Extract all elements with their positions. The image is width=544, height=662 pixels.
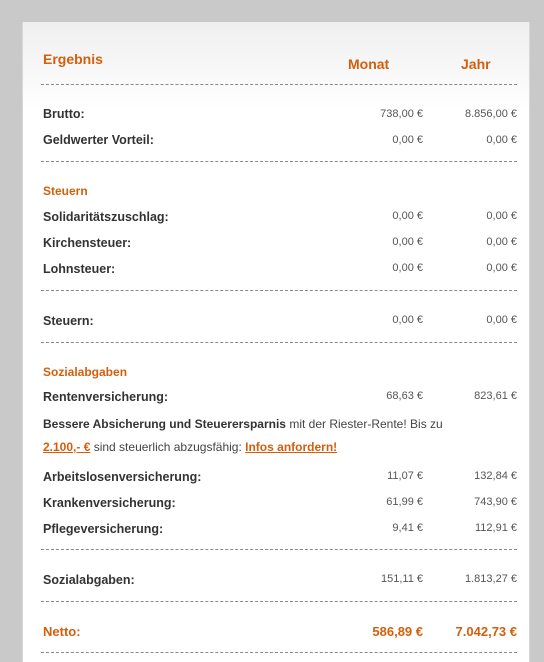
column-year-header: Jahr bbox=[461, 56, 491, 72]
result-panel bbox=[22, 22, 530, 662]
pflegeversicherung-year-value: 112,91 € bbox=[474, 522, 517, 534]
kirchensteuer-year-value: 0,00 € bbox=[486, 236, 517, 248]
netto-month-value: 586,89 € bbox=[372, 624, 423, 639]
krankenversicherung-month-value: 61,99 € bbox=[386, 496, 423, 508]
promo-text-2: sind steuerlich abzugsfähig: bbox=[90, 440, 246, 454]
lohnsteuer-year-value: 0,00 € bbox=[486, 262, 517, 274]
arbeitslosenversicherung-month-value: 11,07 € bbox=[387, 470, 423, 482]
brutto-month-value: 738,00 € bbox=[380, 108, 423, 120]
rentenversicherung-month-value: 68,63 € bbox=[386, 390, 423, 402]
soli-month-value: 0,00 € bbox=[392, 210, 423, 222]
arbeitslosenversicherung-label: Arbeitslosenversicherung: bbox=[43, 470, 202, 484]
netto-label: Netto: bbox=[43, 624, 81, 639]
promo-text: mit der Riester-Rente! Bis zu bbox=[285, 417, 443, 431]
pflegeversicherung-label: Pflegeversicherung: bbox=[43, 522, 164, 536]
divider bbox=[41, 342, 517, 343]
rentenversicherung-label: Rentenversicherung: bbox=[43, 390, 169, 404]
geldwert-label: Geldwerter Vorteil: bbox=[43, 133, 154, 147]
krankenversicherung-label: Krankenversicherung: bbox=[43, 496, 176, 510]
steuern-section-title: Steuern bbox=[43, 184, 88, 198]
kirchensteuer-label: Kirchensteuer: bbox=[43, 236, 132, 250]
divider bbox=[41, 652, 517, 653]
riester-promo bbox=[43, 413, 513, 459]
pflegeversicherung-month-value: 9,41 € bbox=[392, 522, 423, 534]
geldwert-month-value: 0,00 € bbox=[392, 134, 423, 146]
sozial-total-label: Sozialabgaben: bbox=[43, 573, 135, 587]
sozial-total-year-value: 1.813,27 € bbox=[465, 573, 517, 585]
sozial-section-title: Sozialabgaben bbox=[43, 365, 128, 379]
kirchensteuer-month-value: 0,00 € bbox=[392, 236, 423, 248]
divider bbox=[41, 549, 517, 550]
column-month-header: Monat bbox=[348, 56, 390, 72]
steuern-total-year-value: 0,00 € bbox=[486, 314, 517, 326]
lohnsteuer-month-value: 0,00 € bbox=[392, 262, 423, 274]
brutto-label: Brutto: bbox=[43, 107, 85, 121]
amount-link[interactable]: 2.100,- € bbox=[43, 440, 91, 454]
steuern-total-label: Steuern: bbox=[43, 314, 94, 328]
divider bbox=[41, 161, 517, 162]
info-request-link[interactable]: Infos anfordern! bbox=[245, 440, 338, 454]
sozial-total-month-value: 151,11 € bbox=[380, 573, 423, 585]
arbeitslosenversicherung-year-value: 132,84 € bbox=[474, 470, 517, 482]
netto-year-value: 7.042,73 € bbox=[455, 624, 517, 639]
steuern-total-month-value: 0,00 € bbox=[392, 314, 423, 326]
divider bbox=[41, 290, 517, 291]
promo-headline: Bessere Absicherung und Steuerersparnis bbox=[43, 417, 286, 431]
geldwert-year-value: 0,00 € bbox=[486, 134, 517, 146]
rentenversicherung-year-value: 823,61 € bbox=[474, 390, 517, 402]
soli-year-value: 0,00 € bbox=[486, 210, 517, 222]
soli-label: Solidaritätszuschlag: bbox=[43, 210, 169, 224]
brutto-year-value: 8.856,00 € bbox=[465, 108, 517, 120]
krankenversicherung-year-value: 743,90 € bbox=[474, 496, 517, 508]
result-title: Ergebnis bbox=[43, 51, 103, 67]
lohnsteuer-label: Lohnsteuer: bbox=[43, 262, 116, 276]
divider bbox=[41, 601, 517, 602]
divider bbox=[41, 84, 517, 85]
